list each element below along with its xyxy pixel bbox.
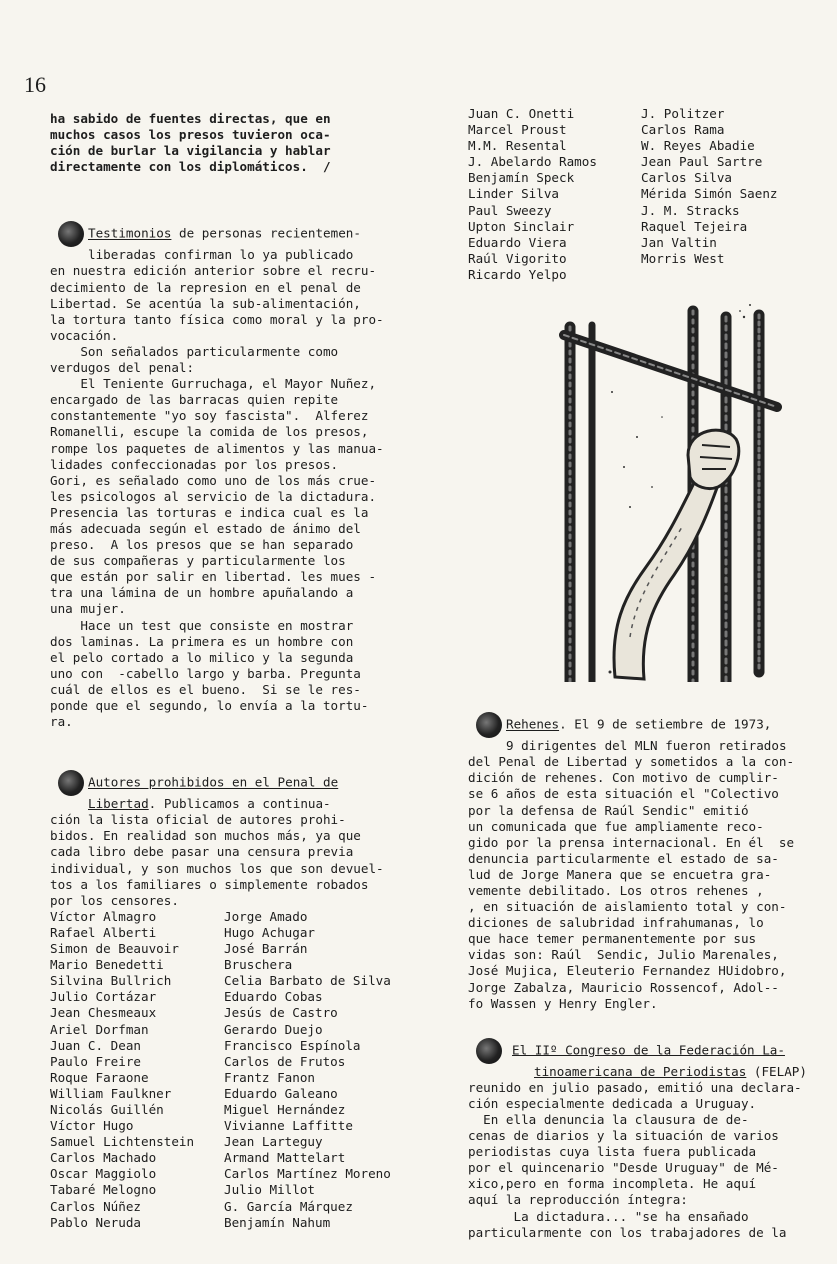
author-name: Rafael Alberti (50, 924, 157, 940)
author-name: Eduardo Cobas (224, 989, 323, 1005)
author-name: Carlos Silva (641, 170, 733, 186)
author-name: Samuel Lichtenstein (50, 1134, 195, 1150)
author-name: Benjamín Nahum (224, 1214, 331, 1230)
author-name: Silvina Bullrich (50, 973, 172, 989)
testimonios-heading: Testimonios (88, 225, 172, 241)
author-name: José Barrán (224, 941, 308, 957)
author-name: Paulo Freire (50, 1053, 141, 1069)
author-name: Carlos Rama (641, 122, 725, 138)
author-name: Paul Sweezy (468, 202, 552, 218)
section-bullet-icon (58, 770, 84, 796)
authors-list-col3 (468, 106, 641, 283)
author-name: G. García Márquez (224, 1198, 353, 1214)
author-name: Carlos Machado (50, 1150, 157, 1166)
rehenes-section: Rehenes. El 9 de setiembre de 1973, 9 dirigentes del MLN fueron retirados del Penal de Libertad y sometidos a la con- dición de rehenes. Con motivo de cumplir- se 6 años de esta situación el "Colectivo por la defensa de Raúl Sendic" emitió un comunicada que fue ampliamente reco- gido por la prensa internacional. En él se denuncia particularmente el estado de sa- lud de Jorge Manera que se encuetra gra- vemente debilitado. Los otros rehenes , , en situación de aislamiento total y con- diciones de salubridad infrahumanas, lo que hace temer permanentemente por sus vidas son: Raúl Sendic, Julio Marenales, José Mujica, Eleuterio Fernandez HUidobro, Jorge Zabalza, Mauricio Rossencof, Adol-- fo Wassen y Henry Engler. (468, 712, 818, 1012)
author-name: J. Politzer (641, 106, 725, 121)
authors-list (50, 909, 400, 1231)
author-name: Gerardo Duejo (224, 1021, 323, 1037)
intro-paragraph: ha sabido de fuentes directas, que en muchos casos los presos tuvieron oca- ción de burlar la vigilancia y hablar directamente con los diplomáticos. / (50, 111, 331, 175)
author-name: Linder Silva (468, 186, 559, 202)
author-name: Armand Mattelart (224, 1150, 346, 1166)
congreso-section: El IIº Congreso de la Federación La- tinoamericana de Periodistas (FELAP) reunido en julio pasado, emitió una declara- ción especialmente dedicada a Uruguay. En ella denuncia la clausura de de- cenas de diarios y la situación de varios periodistas cuya lista fuera publicada por el quincenario "Desde Uruguay" de Mé- xico,pero en forma incompleta. He aquí aquí la reproducción íntegra: La dictadura... "se ha ensañado particularmente con los trabajadores de la (468, 1038, 818, 1241)
author-name: Tabaré Melogno (50, 1182, 157, 1198)
author-name: J. Abelardo Ramos (468, 154, 597, 170)
author-name: Víctor Hugo (50, 1118, 134, 1134)
prison-bars-fist-illustration (512, 297, 812, 682)
author-name: Mario Benedetti (50, 957, 164, 973)
author-name: Frantz Fanon (224, 1069, 316, 1085)
autores-heading: Autores prohibidos en el Penal de (88, 774, 339, 790)
author-name: Pablo Neruda (50, 1214, 141, 1230)
author-name: Benjamín Speck (468, 170, 575, 186)
author-name: Jorge Amado (224, 908, 308, 924)
author-name: Roque Faraone (50, 1069, 149, 1085)
autores-section: Autores prohibidos en el Penal de Libertad. Publicamos a continua- ción la lista oficial de autores prohi- bidos. En realidad son muchos más, ya que cada libro debe pasar una censura previa individual, y son muchos los que son devuel- tos a los familiares o simplemente robados por los censores. Víctor Almagro Rafael Alberti Simon de Beauvoir Mario Benedetti Silvina Bullrich Julio Cortázar Jean Chesmeaux Ariel Dorfman Juan C. Dean Paulo Freire Roque Faraone William Faulkner Nicolás Guillén Víctor Hugo Samuel Lichtenstein Carlos Machado Oscar Maggiolo Tabaré Melogno Carlos Núñez Pablo Neruda Jorge Amado Hugo Achugar José Barrán Bruschera Celia Barbato de Silva Eduardo Cobas Jesús de Castro Gerardo Duejo Francisco Espínola Carlos de Frutos Frantz Fanon Eduardo Galeano Miguel Hernández Vivianne Laffitte Jean Larteguy Armand Mattelart Carlos Martínez Moreno Julio Millot G. García Márquez Benjamín Nahum (50, 770, 400, 1231)
author-name: Carlos Martínez Moreno (224, 1166, 391, 1182)
author-name: Eduardo Viera (468, 234, 567, 250)
author-name: Bruschera (224, 957, 293, 973)
left-column (50, 111, 400, 1231)
author-name: Oscar Maggiolo (50, 1166, 157, 1182)
author-name: Miguel Hernández (224, 1101, 346, 1117)
author-name: Ariel Dorfman (50, 1021, 149, 1037)
author-name: William Faulkner (50, 1085, 172, 1101)
author-name: Carlos de Frutos (224, 1053, 346, 1069)
author-name: Raúl Vigorito (468, 250, 567, 266)
author-name: Jesús de Castro (224, 1005, 338, 1021)
author-name: Francisco Espínola (224, 1037, 361, 1053)
author-name: Julio Cortázar (50, 989, 157, 1005)
author-name: Nicolás Guillén (50, 1101, 164, 1117)
author-name: M.M. Resental (468, 138, 567, 154)
author-name: Vivianne Laffitte (224, 1118, 353, 1134)
author-name: Eduardo Galeano (224, 1085, 338, 1101)
section-bullet-icon (476, 1038, 502, 1064)
authors-list-col2 (224, 909, 400, 1231)
author-name: Morris West (641, 250, 725, 266)
author-name: Upton Sinclair (468, 218, 575, 234)
author-name: Mérida Simón Saenz (641, 186, 778, 202)
author-name: Julio Millot (224, 1182, 316, 1198)
authors-list-col4 (641, 106, 818, 283)
author-name: Simon de Beauvoir (50, 941, 179, 957)
author-name: Hugo Achugar (224, 924, 316, 940)
author-name: Juan C. Dean (50, 1037, 141, 1053)
section-bullet-icon (58, 221, 84, 247)
author-name: Juan C. Onetti (468, 106, 575, 121)
author-name: Jan Valtin (641, 234, 717, 250)
rehenes-heading: Rehenes (506, 716, 560, 732)
right-column (468, 106, 818, 1241)
testimonios-section: Testimonios de personas recientemen- liberadas confirman lo ya publicado en nuestra edición anterior sobre el recru- decimiento de la represion en el penal de Libertad. Se acentúa la sub-alimentación, la tortura tanto física como moral y la pro- vocación. Son señalados particularmente como verdugos del penal: El Teniente Gurruchaga, el Mayor Nuñez, encargado de las barracas quien repite constantemente "yo soy fascista". Alferez Romanelli, escupe la comida de los presos, rompe los paquetes de alimentos y las manua- lidades confeccionadas por los presos. Gori, es señalado como uno de los más crue- les psicologos al servicio de la dictadura. Presencia las torturas e indica cual es la más adecuada según el estado de ánimo del preso. A los presos que se han separado de sus compañeras y particularmente los que están por salir en libertad. les mues - tra una lámina de un hombre apuñalando a una mujer. Hace un test que consiste en mostrar dos laminas. La primera es un hombre con el pelo cortado a lo milico y la segunda uno con -cabello largo y barba. Pregunta cuál de ellos es el bueno. Si se le res- ponde que el segundo, lo envía a la tortu- ra. (50, 221, 400, 730)
author-name: Carlos Núñez (50, 1198, 141, 1214)
author-name: J. M. Stracks (641, 202, 740, 218)
authors-list-continued (468, 106, 818, 283)
author-name: Jean Paul Sartre (641, 154, 763, 170)
author-name: Ricardo Yelpo (468, 266, 567, 282)
author-name: Raquel Tejeira (641, 218, 748, 234)
author-name: W. Reyes Abadie (641, 138, 755, 154)
author-name: Jean Chesmeaux (50, 1005, 157, 1021)
author-name: Marcel Proust (468, 122, 567, 138)
section-bullet-icon (476, 712, 502, 738)
congreso-heading: El IIº Congreso de la Federación La- (512, 1042, 785, 1058)
author-name: Víctor Almagro (50, 908, 157, 924)
authors-list-col1 (50, 909, 224, 1231)
page-number: 16 (24, 72, 46, 97)
author-name: Celia Barbato de Silva (224, 973, 391, 989)
author-name: Jean Larteguy (224, 1134, 323, 1150)
